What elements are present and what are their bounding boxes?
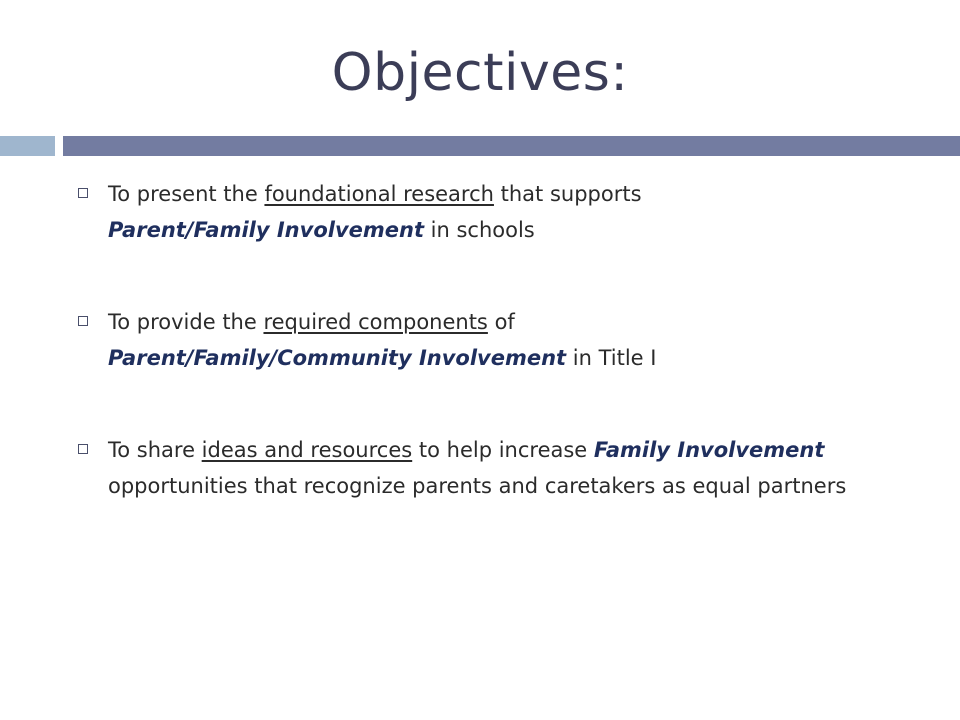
bullet-text-post: in Title I bbox=[566, 346, 657, 370]
bullet-text-post: in schools bbox=[423, 218, 535, 242]
list-item bbox=[78, 432, 908, 504]
list-item bbox=[78, 176, 908, 248]
bullet-emphasis-text: Parent/Family Involvement bbox=[108, 218, 424, 242]
bullet-emphasis-text: Family Involvement bbox=[593, 438, 825, 462]
bullet-underlined-text: ideas and resources bbox=[201, 438, 413, 462]
bullet-text-pre: To share bbox=[108, 438, 202, 462]
bullet-text-pre: To provide the bbox=[108, 310, 264, 334]
hollow-square-icon bbox=[78, 316, 88, 326]
slide-title: Objectives: bbox=[331, 43, 629, 103]
objectives-list bbox=[78, 176, 908, 560]
hollow-square-icon bbox=[78, 188, 88, 198]
bullet-underlined-text: required components bbox=[263, 310, 488, 334]
list-item bbox=[78, 304, 908, 376]
bullet-underlined-text: foundational research bbox=[264, 182, 494, 206]
bullet-text-mid: of bbox=[487, 310, 515, 334]
bullet-text-mid: to help increase bbox=[412, 438, 594, 462]
title-accent-bar-left bbox=[0, 136, 55, 156]
hollow-square-icon bbox=[78, 444, 88, 454]
bullet-text-post: opportunities that recognize parents and caretakers as equal partners bbox=[108, 474, 847, 498]
bullet-text-mid: that supports bbox=[493, 182, 642, 206]
title-accent-bar-right bbox=[63, 136, 960, 156]
bullet-emphasis-text: Parent/Family/Community Involvement bbox=[108, 346, 567, 370]
bullet-text-pre: To present the bbox=[108, 182, 265, 206]
